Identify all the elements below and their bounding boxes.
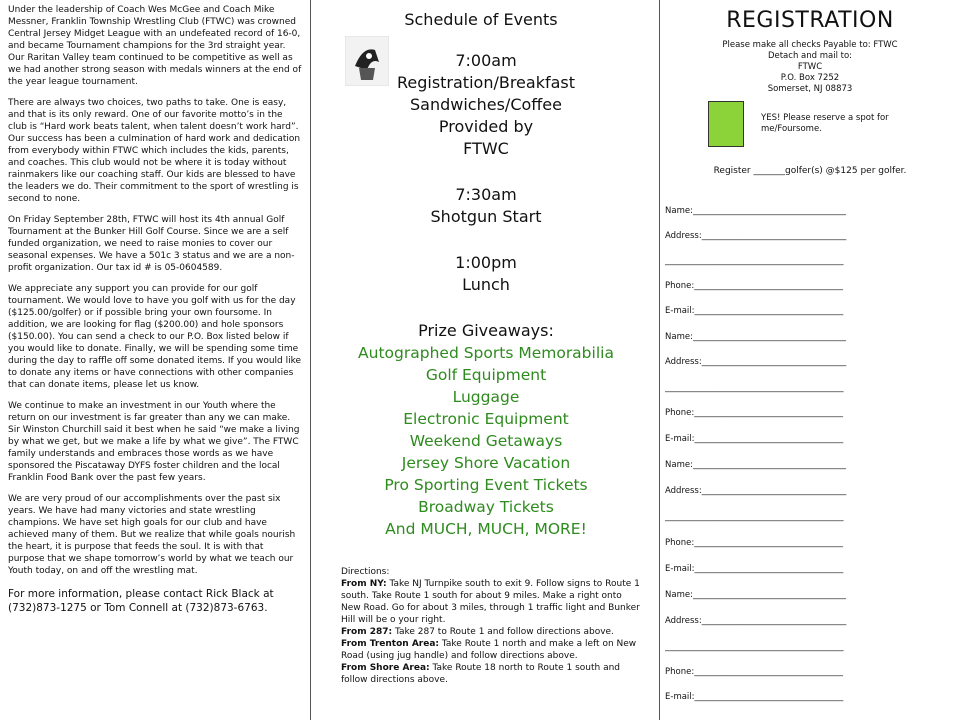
directions-item — [341, 578, 641, 626]
paragraph-championship: Under the leadership of Coach Wes McGee and Coach Mike Messner, Franklin Township Wrestling Club (FTWC) was crowned Central Jersey Midget League with an undefeated record of 16-0, and became Tournament champions for the 3rd straight year. Our Raritan Valley team continued to be competitive as well as we had another strong season with medals winners at the end of the year league tournament. — [8, 5, 302, 87]
directions-label: From Shore Area: — [341, 663, 430, 673]
name-field[interactable]: Name:____________________________________ — [665, 332, 846, 342]
address-field-line2[interactable]: __________________________________________ — [665, 642, 844, 652]
prize-item: Autographed Sports Memorabilia — [358, 344, 614, 362]
address-field[interactable]: Address:__________________________________ — [665, 357, 847, 367]
address-field[interactable]: Address:__________________________________ — [665, 616, 847, 626]
name-field[interactable]: Name:____________________________________ — [665, 590, 846, 600]
address-field-line2[interactable]: __________________________________________ — [665, 512, 844, 522]
directions — [341, 566, 641, 686]
schedule-time: 1:00pm — [455, 253, 517, 272]
phone-field[interactable]: Phone:___________________________________ — [665, 281, 843, 291]
address-field-line2[interactable]: __________________________________________ — [665, 383, 844, 393]
name-field[interactable]: Name:____________________________________ — [665, 460, 846, 470]
directions-item — [341, 638, 641, 662]
phone-field[interactable]: Phone:___________________________________ — [665, 408, 843, 418]
paragraph-tournament: On Friday September 28th, FTWC will host its 4th annual Golf Tournament at the Bunker Hill Golf Course. Since we are a self funded organization, we need to raise monies to cover our seasonal expenses. We have a 501c 3 status and we are a non-profit organization. Our tax id # is 05-0604589. — [8, 215, 295, 273]
golfer-count-line: Register _______golfer(s) @$125 per golfer. — [713, 166, 907, 176]
prize-item: Luggage — [452, 388, 520, 406]
schedule-column — [310, 0, 660, 720]
prize-item: Golf Equipment — [425, 366, 547, 384]
registration-column — [660, 0, 960, 720]
directions-text: Take Route 18 north to Route 1 south and follow directions above. — [341, 663, 621, 685]
directions-item — [341, 626, 641, 638]
club-info-column — [0, 0, 310, 720]
mailing-info — [660, 40, 960, 95]
contact-info: For more information, please contact Rick Black at (732)873-1275 or Tom Connell at (732)873-6763. — [8, 588, 274, 614]
prize-item: Weekend Getaways — [409, 432, 563, 450]
directions-text: Take 287 to Route 1 and follow directions above. — [392, 627, 614, 637]
email-field[interactable]: E-mail:___________________________________ — [665, 692, 844, 702]
mailing-line: Detach and mail to: — [767, 51, 853, 61]
directions-label: From NY: — [341, 579, 387, 589]
schedule-line: Sandwiches/Coffee — [410, 95, 562, 114]
reserve-checkbox[interactable] — [708, 101, 744, 147]
paragraph-support: We appreciate any support you can provide for our golf tournament. We would love to have you golf with us for the day ($125.00/golfer) or if possible bring your own foursome. In addition, we are looking for flag ($200.00) and hole sponsors ($150.00). You can send a check to our P.O. Box listed below if you would like to donate. Finally, we will be spending some time during the day to raffle off some donated items. If you would like to donate any items or have connections with other companies that can donate items, please let us know. — [8, 284, 302, 390]
mailing-line: Please make all checks Payable to: FTWC — [722, 40, 898, 50]
email-field[interactable]: E-mail:___________________________________ — [665, 306, 844, 316]
prize-list — [311, 320, 661, 540]
prize-item: Electronic Equipment — [403, 410, 569, 428]
prize-item: Broadway Tickets — [418, 498, 554, 516]
phone-field[interactable]: Phone:___________________________________ — [665, 538, 843, 548]
schedule-block-start — [311, 184, 661, 228]
directions-text: Take Route 1 north and make a left on New Road (using jug handle) and follow directions above. — [341, 639, 637, 661]
schedule-block-breakfast — [311, 50, 661, 160]
address-field[interactable]: Address:__________________________________ — [665, 486, 847, 496]
prize-item: Pro Sporting Event Tickets — [384, 476, 588, 494]
paragraph-accomplishments: We are very proud of our accomplishments over the past six years. We have had many victories and state wrestling champions. We have set high goals for our club and have achieved many of them. But we realize that while goals nourish the heart, it is purpose that feeds the soul. It is with that purpose that we shape tomorrow’s world by what we teach our Youth today, on and off the wrestling mat. — [8, 494, 296, 576]
schedule-line: FTWC — [463, 139, 509, 158]
prize-heading: Prize Giveaways: — [418, 321, 554, 340]
directions-label: From Trenton Area: — [341, 639, 440, 649]
directions-label: From 287: — [341, 627, 393, 637]
schedule-title: Schedule of Events — [404, 10, 558, 29]
schedule-line: Registration/Breakfast — [396, 73, 576, 92]
address-field-line2[interactable]: __________________________________________ — [665, 256, 844, 266]
directions-item — [341, 662, 641, 686]
prize-item: And MUCH, MUCH, MORE! — [385, 520, 587, 538]
schedule-block-lunch — [311, 252, 661, 296]
paragraph-youth: We continue to make an investment in our Youth where the return on our investment is far greater than any we can make. Sir Winston Churchill said it best when he said “we make a living by what we get, but we make a life by what we give”. The FTWC family understands and embraces those words as we have sponsored the Piscataway DYFS foster children and the local Franklin Food Bank over the past few years. — [8, 401, 300, 483]
schedule-time: 7:00am — [455, 51, 517, 70]
prize-item: Jersey Shore Vacation — [401, 454, 571, 472]
address-field[interactable]: Address:__________________________________ — [665, 231, 847, 241]
reserve-label: YES! Please reserve a spot for me/Foursome. — [761, 113, 889, 134]
phone-field[interactable]: Phone:___________________________________ — [665, 667, 843, 677]
mailing-line: P.O. Box 7252 — [780, 73, 840, 83]
schedule-line: Provided by — [438, 117, 534, 136]
name-field[interactable]: Name:____________________________________ — [665, 206, 846, 216]
email-field[interactable]: E-mail:___________________________________ — [665, 434, 844, 444]
schedule-line: Shotgun Start — [430, 207, 542, 226]
registration-title: REGISTRATION — [726, 8, 894, 33]
mailing-line: Somerset, NJ 08873 — [767, 84, 853, 94]
directions-heading: Directions: — [341, 567, 390, 577]
mailing-line: FTWC — [797, 62, 823, 72]
paragraph-motto: There are always two choices, two paths to take. One is easy, and that is its only reward. One of our favorite motto’s in the club is “Hard work beats talent, when talent doesn’t work hard”. Our success has been a culmination of hard work and dedication from everybody within FTWC which includes the kids, parents, and coaches. This club would not be where it is today without rainmakers like our coaching staff. Our kids are blessed to have the leaders we do. Their commitment to the sport of wrestling is second to none. — [8, 98, 301, 204]
schedule-time: 7:30am — [455, 185, 517, 204]
schedule-line: Lunch — [462, 275, 510, 294]
email-field[interactable]: E-mail:___________________________________ — [665, 564, 844, 574]
directions-text: Take NJ Turnpike south to exit 9. Follow signs to Route 1 south. Take Route 1 south for about 9 miles. Make a right onto New Road. Go for about 3 miles, through 1 traffic light and Bunker Hill will be o your right. — [341, 579, 640, 625]
